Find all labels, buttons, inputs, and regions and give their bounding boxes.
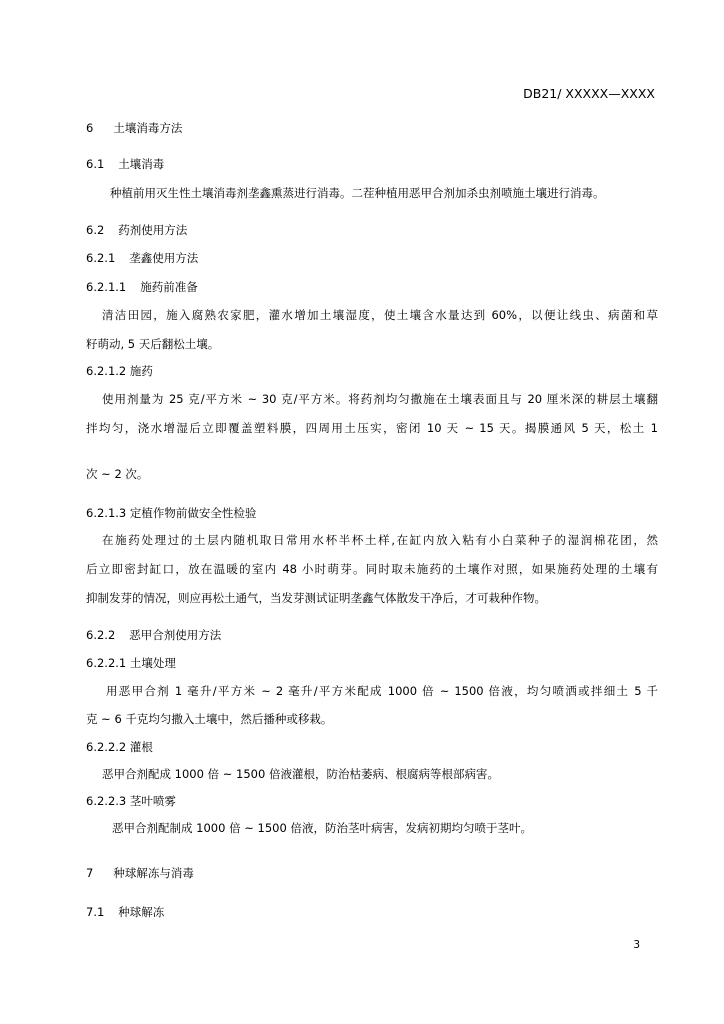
section-number: 6 <box>86 121 94 135</box>
section-title: 恶甲合剂使用方法 <box>129 628 222 642</box>
paragraph-6-1: 种植前用灭生性土壤消毒剂垄鑫熏蒸进行消毒。二茬种植用恶甲合剂加杀虫剂喷施土壤进行消毒。 <box>110 186 605 200</box>
paragraph-line: 用恶甲合剂 1 毫升/平方米 ~ 2 毫升/平方米配成 1000 倍 ~ 1500 倍液，均匀喷洒或拌细土 5 千 <box>106 684 658 698</box>
heading-section-6-2-2-1: 6.2.2.1 土壤处理 <box>86 656 176 670</box>
heading-section-7-1 <box>86 904 656 920</box>
paragraph-line: 后立即密封缸口，放在温暖的室内 48 小时萌芽。同时取未施药的土壤作对照，如果施药处理的土壤有 <box>86 562 658 576</box>
section-number: 6.2.1.1 <box>86 280 127 294</box>
section-number: 6.1 <box>86 157 105 171</box>
heading-section-7 <box>86 865 656 881</box>
section-title: 土壤消毒 <box>118 157 165 171</box>
heading-section-6 <box>86 120 656 136</box>
heading-section-6-2-1-3: 6.2.1.3 定植作物前做安全性检验 <box>86 506 257 520</box>
paragraph-line: 籽萌动, 5 天后翻松土壤。 <box>86 337 220 351</box>
heading-section-6-2-1-1 <box>86 279 656 295</box>
paragraph-line: 次 ~ 2 次。 <box>86 467 149 481</box>
section-title: 药剂使用方法 <box>118 223 188 237</box>
section-number: 7 <box>86 866 94 880</box>
paragraph-line: 克 ~ 6 千克均匀撒入土壤中，然后播种或移栽。 <box>86 712 333 726</box>
heading-section-6-2-2 <box>86 627 656 643</box>
paragraph-line: 在施药处理过的土层内随机取日常用水杯半杯土样,在缸内放入粘有小白菜种子的湿润棉花团，然 <box>102 533 658 547</box>
paragraph-line: 恶甲合剂配制成 1000 倍 ~ 1500 倍液，防治茎叶病害，发病初期均匀喷于茎叶。 <box>112 821 532 835</box>
document-id: DB21/ XXXXX—XXXX <box>523 86 655 101</box>
page-number: 3 <box>633 939 640 951</box>
section-number: 6.2.2 <box>86 628 116 642</box>
heading-section-6-2 <box>86 222 656 238</box>
section-title: 施药前准备 <box>140 280 198 294</box>
section-title: 垄鑫使用方法 <box>129 251 199 265</box>
section-title: 土壤消毒方法 <box>113 121 183 135</box>
paragraph-line: 清洁田园，施入腐熟农家肥，灌水增加土壤湿度，使土壤含水量达到 60%，以便让线虫、病菌和草 <box>102 308 658 322</box>
heading-section-6-2-1-2: 6.2.1.2 施药 <box>86 364 153 378</box>
heading-section-6-2-1 <box>86 250 656 266</box>
paragraph-line: 使用剂量为 25 克/平方米 ~ 30 克/平方米。将药剂均匀撒施在土壤表面且与 20 厘米深的耕层土壤翻 <box>102 392 658 406</box>
heading-section-6-1 <box>86 156 656 172</box>
section-title: 种球解冻 <box>118 905 165 919</box>
section-number: 6.2.1 <box>86 251 116 265</box>
heading-section-6-2-2-2: 6.2.2.2 灌根 <box>86 740 153 754</box>
section-title: 种球解冻与消毒 <box>113 866 194 880</box>
section-number: 6.2 <box>86 223 105 237</box>
section-number: 7.1 <box>86 905 105 919</box>
paragraph-line: 拌均匀，浇水增湿后立即覆盖塑料膜，四周用土压实，密闭 10 天 ~ 15 天。揭膜通风 5 天，松土 1 <box>86 421 658 435</box>
paragraph-line: 抑制发芽的情况，则应再松土通气，当发芽测试证明垄鑫气体散发干净后，才可栽种作物。 <box>86 591 546 605</box>
paragraph-line: 恶甲合剂配成 1000 倍 ~ 1500 倍液灌根，防治枯萎病、根腐病等根部病害。 <box>102 767 499 781</box>
heading-section-6-2-2-3: 6.2.2.3 茎叶喷雾 <box>86 794 176 808</box>
